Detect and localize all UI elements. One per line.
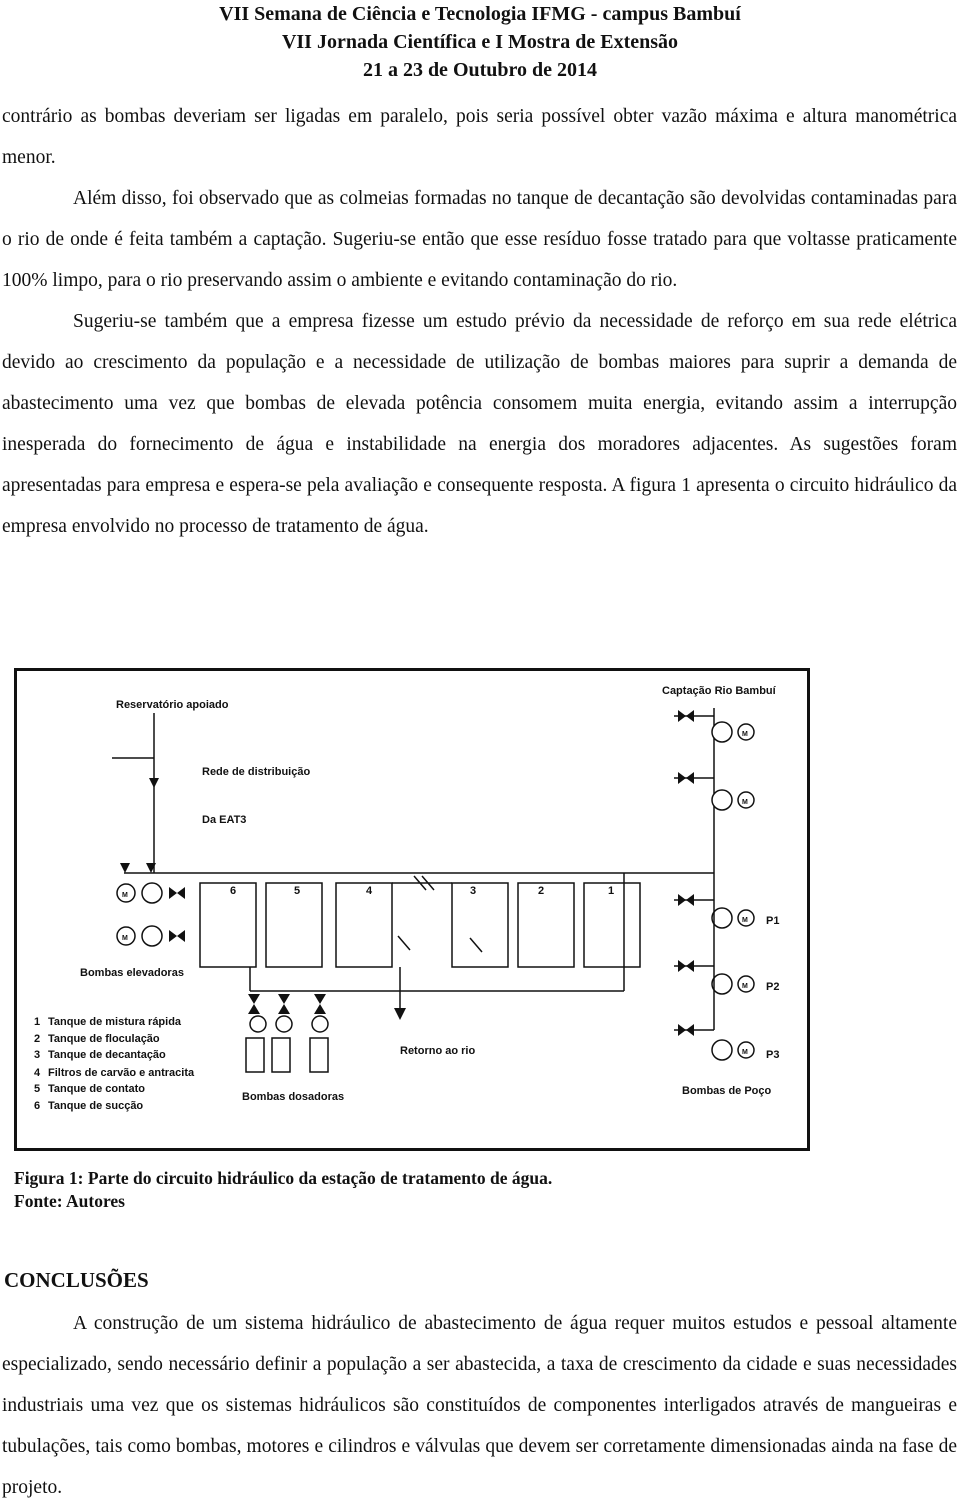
legend-text: Tanque de mistura rápida bbox=[48, 1016, 182, 1028]
dosing-tank bbox=[310, 1038, 328, 1072]
legend-text: Tanque de contato bbox=[48, 1083, 145, 1095]
label-bombas-dosadoras: Bombas dosadoras bbox=[242, 1091, 345, 1103]
pump-icon bbox=[712, 908, 732, 928]
legend-text: Filtros de carvão e antracita bbox=[48, 1067, 195, 1079]
label-eat3: Da EAT3 bbox=[202, 814, 247, 826]
tank-2 bbox=[518, 883, 574, 967]
label-bombas-elevadoras: Bombas elevadoras bbox=[80, 967, 184, 979]
svg-text:M: M bbox=[742, 731, 748, 738]
tank-number: 4 bbox=[366, 885, 373, 897]
svg-text:M: M bbox=[122, 935, 128, 942]
paragraph: A construção de um sistema hidráulico de abastecimento de água requer muitos estudos e pessoal altamente especializado, sendo necessário definir a população a ser abastecida, a taxa de crescimento da cidade e suas necessidades industriais uma vez que os sistemas hidráulicos são constituídos de componentes interligados através de mangueiras e tubulações, tais como bombas, motores e cilindros e válvulas que devem ser corretamente dimensionadas ainda na fase de projeto. bbox=[2, 1313, 957, 1498]
tank-3 bbox=[452, 883, 508, 967]
header-event-title: VII Semana de Ciência e Tecnologia IFMG - campus Bambuí bbox=[219, 3, 741, 25]
legend-num: 1 bbox=[34, 1016, 41, 1028]
caption-source: Fonte: Autores bbox=[14, 1191, 125, 1211]
header-event-dates: 21 a 23 de Outubro de 2014 bbox=[362, 59, 598, 81]
label-p2: P2 bbox=[766, 981, 780, 993]
pump-icon bbox=[142, 883, 162, 903]
label-retorno: Retorno ao rio bbox=[400, 1045, 476, 1057]
label-p3: P3 bbox=[766, 1049, 780, 1061]
svg-text:M: M bbox=[742, 1049, 748, 1056]
svg-text:M: M bbox=[742, 917, 748, 924]
pump-icon bbox=[712, 1040, 732, 1060]
legend-num: 5 bbox=[34, 1083, 41, 1095]
legend-num: 6 bbox=[34, 1100, 41, 1112]
figure-caption bbox=[14, 1167, 552, 1213]
pump-icon bbox=[712, 722, 732, 742]
pump-icon bbox=[142, 926, 162, 946]
tank-number: 3 bbox=[470, 885, 477, 897]
pump-icon bbox=[712, 790, 732, 810]
tank-number: 6 bbox=[230, 885, 237, 897]
svg-text:M: M bbox=[742, 983, 748, 990]
tank-6 bbox=[200, 883, 256, 967]
dosing-tank bbox=[272, 1038, 290, 1072]
pump-icon bbox=[712, 974, 732, 994]
label-reservatorio: Reservatório apoiado bbox=[116, 699, 229, 711]
legend-num: 4 bbox=[34, 1067, 41, 1079]
legend-text: Tanque de floculação bbox=[48, 1033, 160, 1045]
tank-number: 1 bbox=[608, 885, 615, 897]
body-text-top bbox=[2, 96, 957, 547]
pump-icon bbox=[276, 1016, 292, 1032]
tank-number: 5 bbox=[294, 885, 301, 897]
svg-text:M: M bbox=[742, 799, 748, 806]
label-bombas-poco: Bombas de Poço bbox=[682, 1085, 772, 1097]
section-title: CONCLUSÕES bbox=[4, 1268, 149, 1292]
tank-number: 2 bbox=[538, 885, 545, 897]
paragraph: Sugeriu-se também que a empresa fizesse um estudo prévio da necessidade de reforço em sua rede elétrica devido ao crescimento da população e a necessidade de utilização de bombas maiores para suprir a demanda de abastecimento uma vez que bombas de elevada potência consomem muita energia, evitando assim a interrupção inesperada do fornecimento de água e instabilidade na energia dos moradores adjacentes. As sugestões foram apresentadas para empresa e espera-se pela avaliação e consequente resposta. A figura 1 apresenta o circuito hidráulico da empresa envolvido no processo de tratamento de água. bbox=[2, 311, 957, 537]
paragraph: contrário as bombas deveriam ser ligadas em paralelo, pois seria possível obter vazão máxima e altura manométrica menor. bbox=[2, 106, 957, 168]
tank-4 bbox=[336, 883, 392, 967]
legend-num: 3 bbox=[34, 1049, 41, 1061]
hydraulic-circuit-diagram bbox=[14, 668, 810, 1151]
legend-text: Tanque de decantação bbox=[48, 1049, 166, 1061]
legend-text: Tanque de sucção bbox=[48, 1100, 144, 1112]
caption-title: Figura 1: Parte do circuito hidráulico da estação de tratamento de água. bbox=[14, 1168, 553, 1188]
pump-icon bbox=[312, 1016, 328, 1032]
label-captacao: Captação Rio Bambuí bbox=[662, 685, 776, 697]
label-rede: Rede de distribuição bbox=[202, 766, 311, 778]
header-event-subtitle: VII Jornada Científica e I Mostra de Extensão bbox=[281, 31, 679, 53]
svg-text:M: M bbox=[122, 892, 128, 899]
label-p1: P1 bbox=[766, 915, 780, 927]
document-header bbox=[0, 0, 960, 84]
pump-icon bbox=[250, 1016, 266, 1032]
body-text-bottom bbox=[2, 1303, 957, 1508]
hydraulic-circuit-figure bbox=[14, 668, 810, 1151]
paragraph: Além disso, foi observado que as colmeias formadas no tanque de decantação são devolvidas contaminadas para o rio de onde é feita também a captação. Sugeriu-se então que esse resíduo fosse tratado para que voltasse praticamente 100% limpo, para o rio preservando assim o ambiente e evitando contaminação do rio. bbox=[2, 188, 957, 291]
dosing-tank bbox=[246, 1038, 264, 1072]
legend-num: 2 bbox=[34, 1033, 41, 1045]
